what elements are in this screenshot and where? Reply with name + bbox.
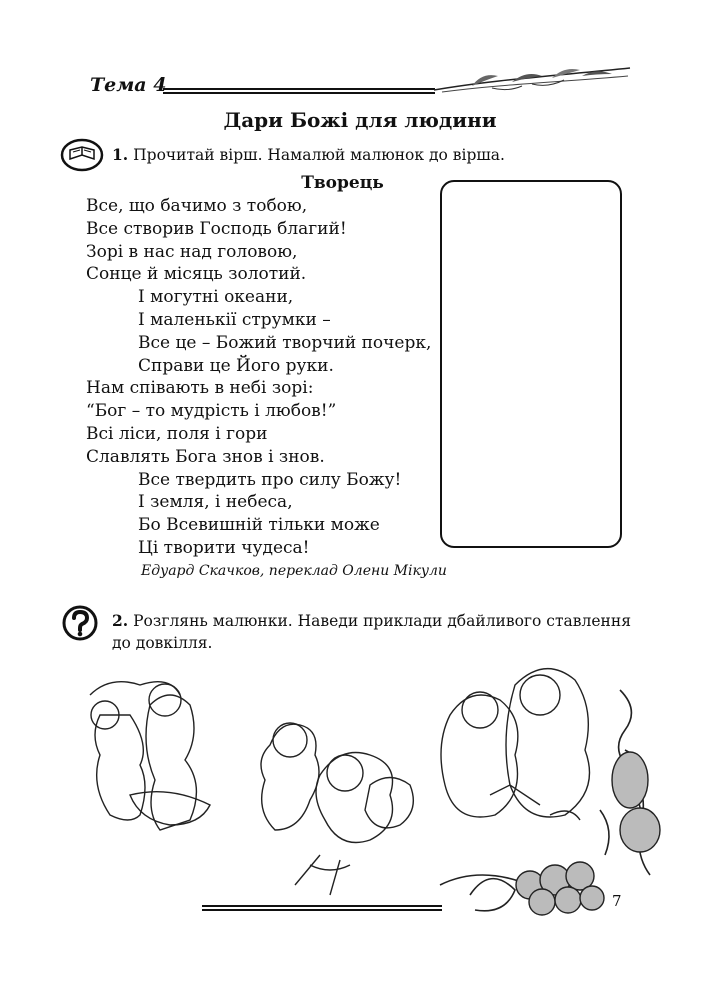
leaf-ornament-icon [432, 62, 632, 98]
poem-line: Все створив Господь благий! [86, 218, 347, 239]
poem-title: Творець [301, 173, 384, 193]
vine-ornament [430, 680, 670, 950]
task-1-number: 1. [112, 145, 129, 164]
poem-line: І могутні океани, [138, 287, 294, 308]
book-icon [60, 138, 104, 172]
topic-rule [163, 88, 435, 94]
page-number: 7 [612, 892, 622, 910]
poem-line: Справи це Його руки. [138, 355, 334, 376]
poem [86, 195, 431, 560]
task-1 [112, 145, 505, 164]
poem-author: Едуард Скачков, переклад Олени Мікули [141, 563, 447, 579]
poem-line: І маленькії струмки – [138, 309, 331, 330]
page-title: Дари Божі для людини [223, 108, 497, 132]
poem-line: “Бог – то мудрість і любов!” [86, 401, 337, 422]
task-2 [112, 610, 652, 654]
poem-line: Нам співають в небі зорі: [86, 378, 314, 399]
poem-line: Все це – Божий творчий почерк, [138, 332, 432, 353]
task-2-text: Розглянь малюнки. Наведи приклади дбайливого ставлення до довкілля. [112, 612, 631, 652]
poem-line: Зорі в нас над головою, [86, 241, 298, 262]
topic-label: Тема 4 [90, 74, 167, 96]
poem-line: Всі ліси, поля і гори [86, 423, 268, 444]
poem-line: Бо Всевишній тільки може [138, 515, 380, 536]
poem-line: І земля, і небеса, [138, 492, 293, 513]
poem-line: Все твердить про силу Божу! [138, 469, 402, 490]
poem-line: Сонце й місяць золотий. [86, 264, 307, 285]
poem-line: Славлять Бога знов і знов. [86, 446, 325, 467]
task-1-text: Прочитай вірш. Намалюй малюнок до вірша. [133, 146, 505, 164]
task-2-number: 2. [112, 611, 129, 630]
drawing-box[interactable] [440, 180, 622, 548]
bottom-rule [202, 905, 442, 911]
poem-line: Ці творити чудеса! [138, 537, 310, 558]
poem-line: Все, що бачимо з тобою, [86, 196, 308, 216]
question-icon [62, 605, 98, 641]
